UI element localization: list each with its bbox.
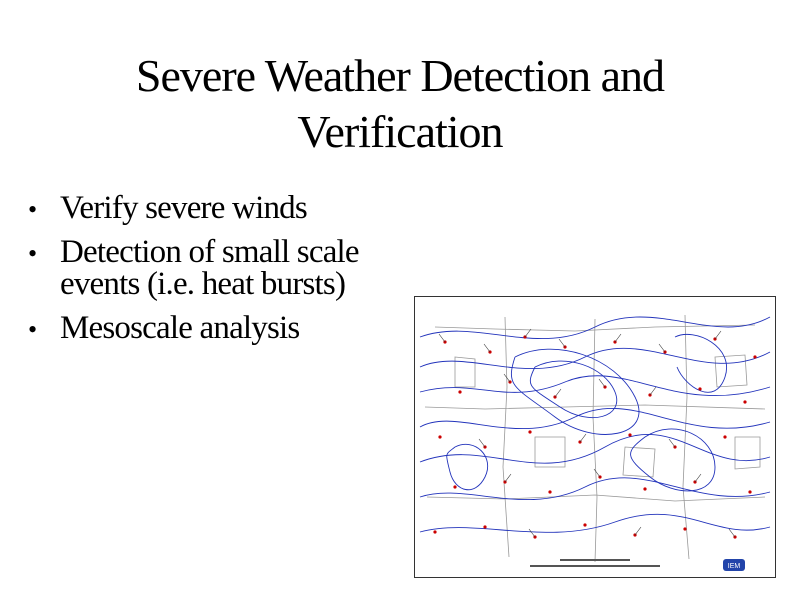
bullet-icon: •: [28, 239, 37, 268]
bullet-item: [28, 312, 428, 344]
bullet-text: Verify severe winds: [60, 190, 307, 226]
bullet-text: Mesoscale analysis: [60, 310, 300, 346]
logo-text: IEM: [727, 563, 741, 570]
bullet-list: [28, 192, 428, 356]
weather-map-image: [414, 296, 776, 578]
map-background: [415, 297, 775, 577]
slide-title: [40, 48, 760, 160]
surface-analysis-map: [415, 297, 775, 577]
bullet-item: [28, 192, 428, 224]
title-line-2: Verification: [297, 106, 503, 157]
bullet-text: Detection of small scale events (i.e. heat bursts): [60, 234, 359, 302]
bullet-icon: •: [28, 315, 37, 344]
title-line-1: Severe Weather Detection and: [135, 50, 665, 101]
iem-logo: [723, 559, 745, 571]
bullet-icon: •: [28, 195, 37, 224]
bullet-item: [28, 236, 428, 300]
